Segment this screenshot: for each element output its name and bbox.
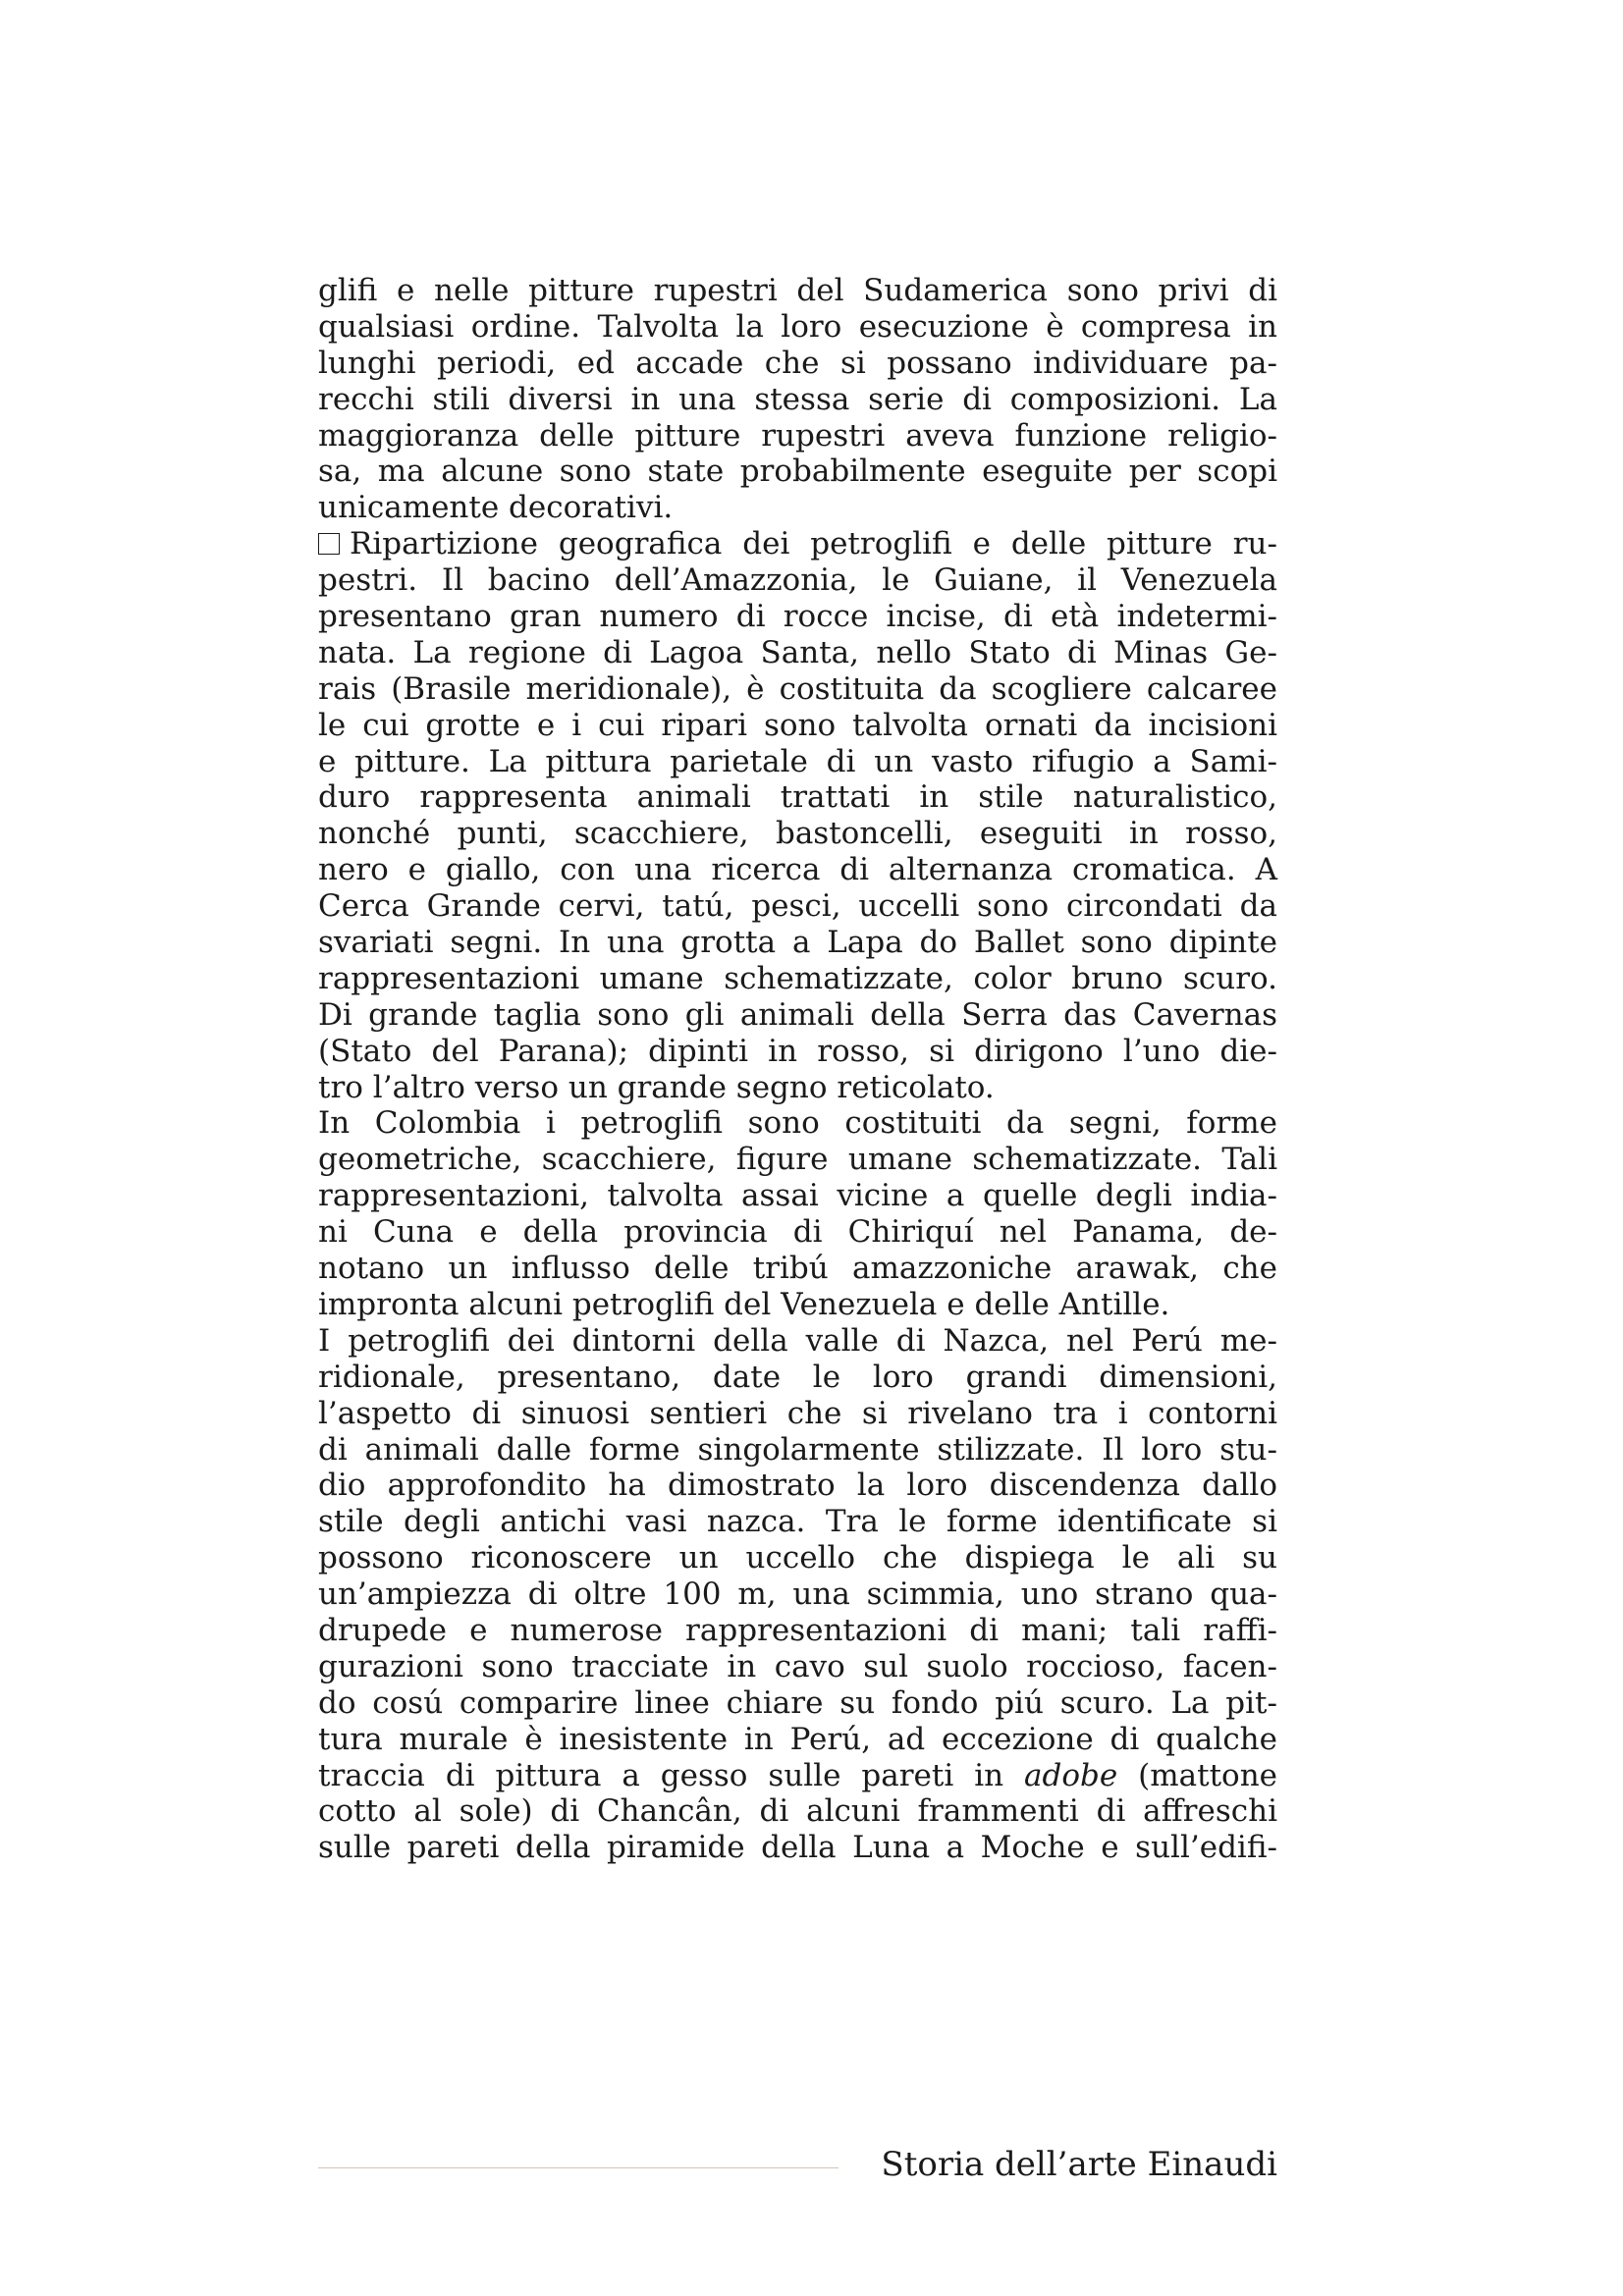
text-line — [318, 1685, 1277, 1722]
text-segment: tura murale è inesistente in Perú, ad eccezione di qualche — [318, 1721, 1277, 1757]
text-segment: di animali dalle forme singolarmente stilizzate. Il loro stu- — [318, 1431, 1277, 1468]
text-segment: (Stato del Parana); dipinti in rosso, si dirigono l’uno die- — [318, 1033, 1277, 1069]
text-line — [318, 779, 1277, 816]
text-line — [318, 1468, 1277, 1504]
text-line — [318, 816, 1277, 852]
text-segment: nonché punti, scacchiere, bastoncelli, eseguiti in rosso, — [318, 816, 1277, 852]
text-line — [318, 1360, 1277, 1396]
text-segment: geometriche, scacchiere, figure umane schematizzate. Tali — [318, 1142, 1277, 1178]
footer-divider — [318, 2167, 839, 2168]
text-line — [318, 526, 1277, 562]
text-line — [318, 346, 1277, 382]
text-segment: possono riconoscere un uccello che dispiega le ali su — [318, 1540, 1277, 1576]
text-line — [318, 1758, 1277, 1794]
text-line — [318, 1830, 1277, 1866]
text-line — [318, 418, 1277, 454]
text-line — [318, 309, 1277, 346]
text-segment: In Colombia i petroglifi sono costituiti da segni, forme — [318, 1105, 1277, 1142]
text-segment: unicamente decorativi. — [318, 490, 674, 526]
text-line — [318, 1649, 1277, 1685]
text-line — [318, 961, 1277, 997]
text-line — [318, 454, 1277, 490]
text-segment: cotto al sole) di Chancân, di alcuni frammenti di affreschi — [318, 1793, 1277, 1830]
text-segment: presentano gran numero di rocce incise, di età indetermi- — [318, 599, 1277, 635]
text-segment: tro l’altro verso un grande segno reticolato. — [318, 1069, 995, 1105]
text-segment: l’aspetto di sinuosi sentieri che si rivelano tra i contorni — [318, 1395, 1277, 1431]
text-line — [318, 1070, 1277, 1106]
text-segment: recchi stili diversi in una stessa serie di composizioni. La — [318, 381, 1277, 417]
text-line — [318, 1142, 1277, 1178]
text-segment: svariati segni. In una grotta a Lapa do Ballet sono dipinte — [318, 925, 1277, 961]
text-line — [318, 744, 1277, 780]
text-line — [318, 599, 1277, 635]
text-segment: Di grande taglia sono gli animali della Serra das Cavernas — [318, 996, 1277, 1033]
text-line — [318, 490, 1277, 526]
text-line — [318, 671, 1277, 708]
text-line — [318, 1214, 1277, 1251]
text-segment: traccia di pittura a gesso sulle pareti in — [318, 1757, 1025, 1793]
text-line — [318, 1178, 1277, 1214]
text-line — [318, 1793, 1277, 1830]
text-segment: nero e giallo, con una ricerca di alternanza cromatica. A — [318, 852, 1277, 888]
text-segment: rappresentazioni, talvolta assai vicine a quelle degli india- — [318, 1178, 1277, 1214]
text-segment: sulle pareti della piramide della Luna a Moche e sull’edifi- — [318, 1830, 1277, 1866]
text-segment: stile degli antichi vasi nazca. Tra le forme identificate si — [318, 1504, 1277, 1540]
text-segment: (mattone — [1117, 1757, 1278, 1793]
text-line — [318, 925, 1277, 961]
text-segment: maggioranza delle pitture rupestri aveva funzione religio- — [318, 417, 1277, 454]
italic-term: adobe — [1024, 1757, 1118, 1793]
text-segment: rappresentazioni umane schematizzate, color bruno scuro. — [318, 960, 1277, 996]
text-segment: ridionale, presentano, date le loro grandi dimensioni, — [318, 1359, 1277, 1395]
text-segment: gurazioni sono tracciate in cavo sul suolo roccioso, facen- — [318, 1648, 1277, 1684]
text-line — [318, 273, 1277, 309]
text-line — [318, 1105, 1277, 1142]
text-line — [318, 1396, 1277, 1432]
text-line — [318, 1323, 1277, 1360]
text-line — [318, 1613, 1277, 1649]
text-line — [318, 1504, 1277, 1540]
text-line — [318, 1722, 1277, 1758]
text-segment: glifi e nelle pitture rupestri del Sudamerica sono privi di — [318, 273, 1277, 308]
text-line — [318, 1576, 1277, 1613]
text-segment: nata. La regione di Lagoa Santa, nello Stato di Minas Ge- — [318, 634, 1277, 670]
body-text — [318, 273, 1277, 1866]
text-line — [318, 635, 1277, 671]
text-line — [318, 1540, 1277, 1576]
text-segment: sa, ma alcune sono state probabilmente eseguite per scopi — [318, 454, 1277, 490]
text-segment: I petroglifi dei dintorni della valle di Nazca, nel Perú me- — [318, 1322, 1277, 1359]
text-line — [318, 382, 1277, 418]
text-segment: e pitture. La pittura parietale di un vasto rifugio a Sami- — [318, 743, 1277, 779]
text-segment: qualsiasi ordine. Talvolta la loro esecuzione è compresa in — [318, 308, 1277, 345]
footer-publication-title: Storia dell’arte Einaudi — [881, 2145, 1277, 2184]
text-line — [318, 562, 1277, 599]
text-segment: un’ampiezza di oltre 100 m, una scimmia, uno strano qua- — [318, 1576, 1277, 1613]
text-line — [318, 997, 1277, 1034]
text-segment: drupede e numerose rappresentazioni di mani; tali raffi- — [318, 1612, 1277, 1648]
text-segment: ni Cuna e della provincia di Chiriquí nel Panama, de- — [318, 1214, 1277, 1251]
text-segment: lunghi periodi, ed accade che si possano individuare pa- — [318, 345, 1277, 381]
text-line — [318, 888, 1277, 925]
text-line — [318, 1432, 1277, 1468]
text-segment: Cerca Grande cervi, tatú, pesci, uccelli sono circondati da — [318, 888, 1277, 925]
text-segment: pestri. Il bacino dell’Amazzonia, le Guiane, il Venezuela — [318, 562, 1277, 599]
text-line — [318, 1034, 1277, 1070]
text-segment: impronta alcuni petroglifi del Venezuela e delle Antille. — [318, 1286, 1170, 1322]
text-line — [318, 1287, 1277, 1323]
text-segment: dio approfondito ha dimostrato la loro discendenza dallo — [318, 1468, 1277, 1504]
text-line — [318, 708, 1277, 744]
section-marker-icon — [318, 533, 340, 555]
text-line — [318, 852, 1277, 888]
text-segment: rais (Brasile meridionale), è costituita da scogliere calcaree — [318, 670, 1277, 707]
text-segment: duro rappresenta animali trattati in stile naturalistico, — [318, 779, 1277, 816]
text-line — [318, 1251, 1277, 1287]
text-segment: le cui grotte e i cui ripari sono talvolta ornati da incisioni — [318, 707, 1277, 743]
text-segment: Ripartizione geografica dei petroglifi e delle pitture ru- — [350, 526, 1277, 562]
text-segment: do cosú comparire linee chiare su fondo piú scuro. La pit- — [318, 1684, 1277, 1721]
text-segment: notano un influsso delle tribú amazzoniche arawak, che — [318, 1251, 1277, 1287]
